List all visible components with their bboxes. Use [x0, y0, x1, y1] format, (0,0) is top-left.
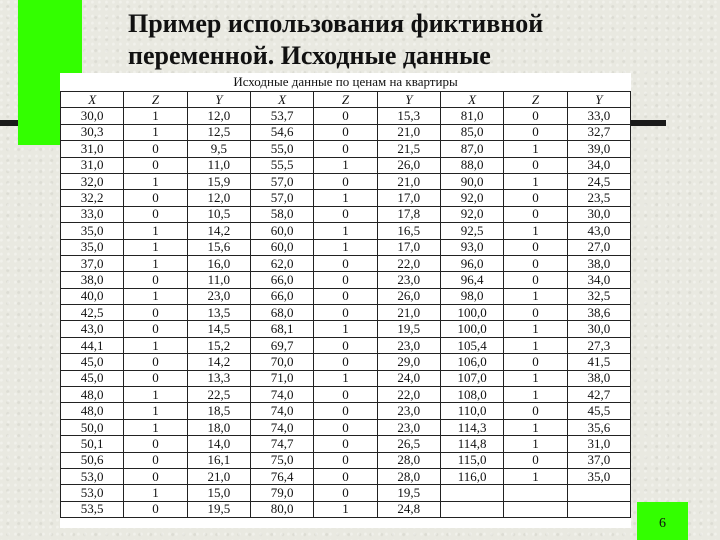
data-table [60, 91, 631, 518]
table-cell: 66,0 [250, 288, 313, 304]
table-cell: 115,0 [440, 452, 503, 468]
table-cell: 21,5 [377, 141, 440, 157]
table-cell [567, 501, 630, 517]
table-cell: 14,5 [187, 321, 250, 337]
table-cell: 22,0 [377, 255, 440, 271]
table-cell: 80,0 [250, 501, 313, 517]
table-cell: 35,0 [61, 239, 124, 255]
table-cell: 0 [504, 108, 567, 124]
table-cell: 1 [504, 321, 567, 337]
table-cell: 0 [124, 157, 187, 173]
table-cell: 1 [124, 223, 187, 239]
table-cell: 0 [124, 321, 187, 337]
table-cell: 35,6 [567, 419, 630, 435]
table-cell: 0 [314, 305, 377, 321]
table-cell: 74,0 [250, 419, 313, 435]
table-cell: 16,5 [377, 223, 440, 239]
table-cell: 1 [504, 419, 567, 435]
table-cell: 1 [314, 157, 377, 173]
table-cell: 23,0 [377, 337, 440, 353]
table-cell: 42,5 [61, 305, 124, 321]
table-cell: 38,0 [567, 370, 630, 386]
table-cell: 90,0 [440, 173, 503, 189]
table-cell: 0 [504, 452, 567, 468]
table-cell: 26,0 [377, 288, 440, 304]
table-row [61, 387, 631, 403]
table-row [61, 190, 631, 206]
table-cell: 1 [124, 239, 187, 255]
table-cell: 1 [124, 403, 187, 419]
table-cell: 44,1 [61, 337, 124, 353]
table-cell: 33,0 [567, 108, 630, 124]
table-cell: 0 [314, 206, 377, 222]
table-cell: 35,0 [567, 468, 630, 484]
table-cell: 26,0 [377, 157, 440, 173]
table-cell: 0 [124, 190, 187, 206]
table-cell: 0 [314, 403, 377, 419]
table-cell: 54,6 [250, 124, 313, 140]
table-cell: 71,0 [250, 370, 313, 386]
table-cell: 88,0 [440, 157, 503, 173]
table-cell: 110,0 [440, 403, 503, 419]
table-cell: 0 [124, 501, 187, 517]
table-cell: 0 [124, 206, 187, 222]
table-cell: 19,5 [377, 321, 440, 337]
table-cell: 1 [504, 173, 567, 189]
table-cell [567, 485, 630, 501]
table-cell: 9,5 [187, 141, 250, 157]
page-number: 6 [659, 516, 666, 531]
table-cell: 85,0 [440, 124, 503, 140]
table-cell: 0 [314, 272, 377, 288]
table-cell: 53,7 [250, 108, 313, 124]
table-cell: 27,3 [567, 337, 630, 353]
data-table-panel [60, 73, 631, 528]
table-cell [504, 485, 567, 501]
table-cell: 1 [504, 468, 567, 484]
table-cell: 60,0 [250, 223, 313, 239]
column-header: Z [504, 92, 567, 108]
table-cell: 96,0 [440, 255, 503, 271]
table-cell [440, 501, 503, 517]
table-cell: 0 [124, 452, 187, 468]
table-cell: 42,7 [567, 387, 630, 403]
table-cell: 0 [314, 354, 377, 370]
table-cell: 17,0 [377, 190, 440, 206]
table-cell: 50,0 [61, 419, 124, 435]
table-cell: 11,0 [187, 272, 250, 288]
table-cell: 0 [504, 157, 567, 173]
table-cell: 16,1 [187, 452, 250, 468]
table-cell: 1 [504, 387, 567, 403]
table-cell: 0 [314, 387, 377, 403]
table-cell: 21,0 [377, 124, 440, 140]
table-cell: 114,8 [440, 436, 503, 452]
table-cell: 32,7 [567, 124, 630, 140]
column-header: Y [187, 92, 250, 108]
table-cell: 43,0 [61, 321, 124, 337]
table-cell: 1 [124, 108, 187, 124]
table-cell: 62,0 [250, 255, 313, 271]
table-row [61, 321, 631, 337]
table-cell: 0 [124, 272, 187, 288]
table-cell: 98,0 [440, 288, 503, 304]
table-row [61, 419, 631, 435]
table-cell: 75,0 [250, 452, 313, 468]
table-cell: 15,2 [187, 337, 250, 353]
table-cell: 38,0 [567, 255, 630, 271]
table-cell: 0 [504, 403, 567, 419]
table-cell: 26,5 [377, 436, 440, 452]
table-cell: 0 [314, 108, 377, 124]
table-cell: 92,5 [440, 223, 503, 239]
column-header: Y [377, 92, 440, 108]
table-cell: 81,0 [440, 108, 503, 124]
table-cell: 17,8 [377, 206, 440, 222]
table-cell: 15,9 [187, 173, 250, 189]
table-cell: 0 [314, 124, 377, 140]
table-cell: 50,1 [61, 436, 124, 452]
table-cell: 107,0 [440, 370, 503, 386]
table-cell: 38,0 [61, 272, 124, 288]
column-header: X [440, 92, 503, 108]
table-cell: 34,0 [567, 157, 630, 173]
table-cell: 14,2 [187, 354, 250, 370]
table-cell: 23,0 [187, 288, 250, 304]
table-cell: 108,0 [440, 387, 503, 403]
table-cell: 92,0 [440, 190, 503, 206]
table-cell: 55,0 [250, 141, 313, 157]
table-cell: 0 [504, 124, 567, 140]
table-cell: 79,0 [250, 485, 313, 501]
table-cell: 45,5 [567, 403, 630, 419]
table-cell: 0 [124, 468, 187, 484]
table-cell: 23,5 [567, 190, 630, 206]
table-cell: 21,0 [377, 173, 440, 189]
table-cell: 28,0 [377, 452, 440, 468]
table-cell: 0 [314, 288, 377, 304]
table-cell: 18,0 [187, 419, 250, 435]
table-cell: 69,7 [250, 337, 313, 353]
table-cell: 21,0 [187, 468, 250, 484]
table-row [61, 206, 631, 222]
table-cell: 10,5 [187, 206, 250, 222]
table-cell: 12,0 [187, 190, 250, 206]
table-header-row [61, 92, 631, 108]
table-cell: 87,0 [440, 141, 503, 157]
table-row [61, 468, 631, 484]
table-cell: 96,4 [440, 272, 503, 288]
table-cell: 29,0 [377, 354, 440, 370]
column-header: Z [314, 92, 377, 108]
table-cell: 68,1 [250, 321, 313, 337]
table-cell: 16,0 [187, 255, 250, 271]
table-row [61, 255, 631, 271]
table-row [61, 305, 631, 321]
table-row [61, 403, 631, 419]
table-cell: 30,0 [567, 321, 630, 337]
table-cell: 0 [124, 141, 187, 157]
table-cell: 30,0 [61, 108, 124, 124]
table-cell: 0 [504, 272, 567, 288]
table-cell: 24,0 [377, 370, 440, 386]
table-cell: 1 [124, 288, 187, 304]
table-cell: 1 [124, 337, 187, 353]
table-row [61, 239, 631, 255]
table-cell: 12,5 [187, 124, 250, 140]
table-cell: 1 [504, 288, 567, 304]
table-cell: 12,0 [187, 108, 250, 124]
table-cell: 31,0 [567, 436, 630, 452]
table-cell: 0 [314, 452, 377, 468]
table-cell: 0 [314, 141, 377, 157]
table-cell: 0 [314, 468, 377, 484]
table-row [61, 485, 631, 501]
table-cell: 1 [314, 239, 377, 255]
table-row [61, 141, 631, 157]
table-cell: 37,0 [61, 255, 124, 271]
table-cell: 21,0 [377, 305, 440, 321]
table-cell: 0 [314, 436, 377, 452]
table-cell: 24,5 [567, 173, 630, 189]
table-cell: 0 [314, 255, 377, 271]
table-cell: 24,8 [377, 501, 440, 517]
table-cell: 1 [124, 173, 187, 189]
table-cell: 50,6 [61, 452, 124, 468]
table-cell: 58,0 [250, 206, 313, 222]
table-cell: 45,0 [61, 354, 124, 370]
table-cell: 60,0 [250, 239, 313, 255]
table-cell: 14,2 [187, 223, 250, 239]
table-body [61, 108, 631, 518]
table-cell: 30,0 [567, 206, 630, 222]
table-cell: 39,0 [567, 141, 630, 157]
table-cell: 32,5 [567, 288, 630, 304]
table-cell: 1 [124, 387, 187, 403]
table-cell: 106,0 [440, 354, 503, 370]
table-cell: 116,0 [440, 468, 503, 484]
table-row [61, 370, 631, 386]
table-cell: 53,0 [61, 485, 124, 501]
table-cell: 35,0 [61, 223, 124, 239]
table-cell: 30,3 [61, 124, 124, 140]
table-cell: 53,5 [61, 501, 124, 517]
table-cell: 0 [504, 305, 567, 321]
table-cell: 0 [504, 206, 567, 222]
table-cell: 0 [504, 354, 567, 370]
table-cell: 48,0 [61, 403, 124, 419]
table-row [61, 501, 631, 517]
table-cell: 14,0 [187, 436, 250, 452]
table-cell: 23,0 [377, 403, 440, 419]
table-row [61, 288, 631, 304]
table-cell: 1 [124, 485, 187, 501]
table-cell: 40,0 [61, 288, 124, 304]
table-cell: 17,0 [377, 239, 440, 255]
table-cell: 57,0 [250, 173, 313, 189]
table-cell: 57,0 [250, 190, 313, 206]
table-cell: 13,5 [187, 305, 250, 321]
table-cell: 15,6 [187, 239, 250, 255]
table-cell: 1 [314, 223, 377, 239]
table-cell: 19,5 [377, 485, 440, 501]
table-cell: 93,0 [440, 239, 503, 255]
table-cell: 0 [314, 173, 377, 189]
table-cell: 76,4 [250, 468, 313, 484]
table-cell: 0 [314, 485, 377, 501]
table-cell: 74,0 [250, 403, 313, 419]
table-cell: 48,0 [61, 387, 124, 403]
table-cell: 74,0 [250, 387, 313, 403]
table-cell: 55,5 [250, 157, 313, 173]
table-cell [504, 501, 567, 517]
column-header: X [250, 92, 313, 108]
table-cell: 28,0 [377, 468, 440, 484]
table-cell: 1 [124, 419, 187, 435]
table-cell: 43,0 [567, 223, 630, 239]
table-cell: 100,0 [440, 321, 503, 337]
table-cell: 0 [124, 370, 187, 386]
table-cell: 18,5 [187, 403, 250, 419]
table-cell: 23,0 [377, 419, 440, 435]
divider-left [0, 120, 18, 126]
table-cell [440, 485, 503, 501]
table-cell: 27,0 [567, 239, 630, 255]
table-cell: 0 [124, 354, 187, 370]
table-cell: 23,0 [377, 272, 440, 288]
table-row [61, 272, 631, 288]
table-caption: Исходные данные по ценам на квартиры [233, 74, 458, 89]
table-cell: 1 [124, 255, 187, 271]
table-cell: 0 [504, 255, 567, 271]
table-cell: 0 [504, 190, 567, 206]
table-cell: 32,2 [61, 190, 124, 206]
table-cell: 31,0 [61, 141, 124, 157]
table-cell: 32,0 [61, 173, 124, 189]
table-row [61, 354, 631, 370]
table-cell: 1 [504, 337, 567, 353]
table-cell: 38,6 [567, 305, 630, 321]
column-header: Z [124, 92, 187, 108]
table-cell: 105,4 [440, 337, 503, 353]
table-cell: 34,0 [567, 272, 630, 288]
table-row [61, 108, 631, 124]
table-cell: 1 [504, 436, 567, 452]
table-cell: 1 [314, 190, 377, 206]
table-cell: 114,3 [440, 419, 503, 435]
column-header: X [61, 92, 124, 108]
table-cell: 11,0 [187, 157, 250, 173]
table-cell: 33,0 [61, 206, 124, 222]
table-cell: 22,5 [187, 387, 250, 403]
table-cell: 1 [504, 141, 567, 157]
table-cell: 0 [314, 419, 377, 435]
table-cell: 22,0 [377, 387, 440, 403]
table-cell: 15,3 [377, 108, 440, 124]
table-cell: 19,5 [187, 501, 250, 517]
table-cell: 66,0 [250, 272, 313, 288]
table-row [61, 157, 631, 173]
table-row [61, 223, 631, 239]
divider-right [631, 120, 666, 126]
table-cell: 1 [314, 501, 377, 517]
slide-title: Пример использования фиктивной переменной. Исходные данные [128, 9, 544, 70]
table-cell: 0 [124, 305, 187, 321]
table-cell: 41,5 [567, 354, 630, 370]
table-cell: 31,0 [61, 157, 124, 173]
table-cell: 74,7 [250, 436, 313, 452]
table-cell: 92,0 [440, 206, 503, 222]
table-row [61, 436, 631, 452]
table-cell: 1 [504, 370, 567, 386]
table-cell: 1 [504, 223, 567, 239]
table-cell: 13,3 [187, 370, 250, 386]
table-cell: 1 [314, 321, 377, 337]
table-cell: 1 [124, 124, 187, 140]
table-row [61, 124, 631, 140]
table-cell: 53,0 [61, 468, 124, 484]
column-header: Y [567, 92, 630, 108]
table-cell: 68,0 [250, 305, 313, 321]
table-cell: 37,0 [567, 452, 630, 468]
table-row [61, 452, 631, 468]
table-cell: 15,0 [187, 485, 250, 501]
table-row [61, 337, 631, 353]
table-cell: 1 [314, 370, 377, 386]
table-cell: 0 [314, 337, 377, 353]
table-cell: 70,0 [250, 354, 313, 370]
table-cell: 100,0 [440, 305, 503, 321]
table-cell: 45,0 [61, 370, 124, 386]
table-row [61, 173, 631, 189]
table-cell: 0 [124, 436, 187, 452]
table-cell: 0 [504, 239, 567, 255]
